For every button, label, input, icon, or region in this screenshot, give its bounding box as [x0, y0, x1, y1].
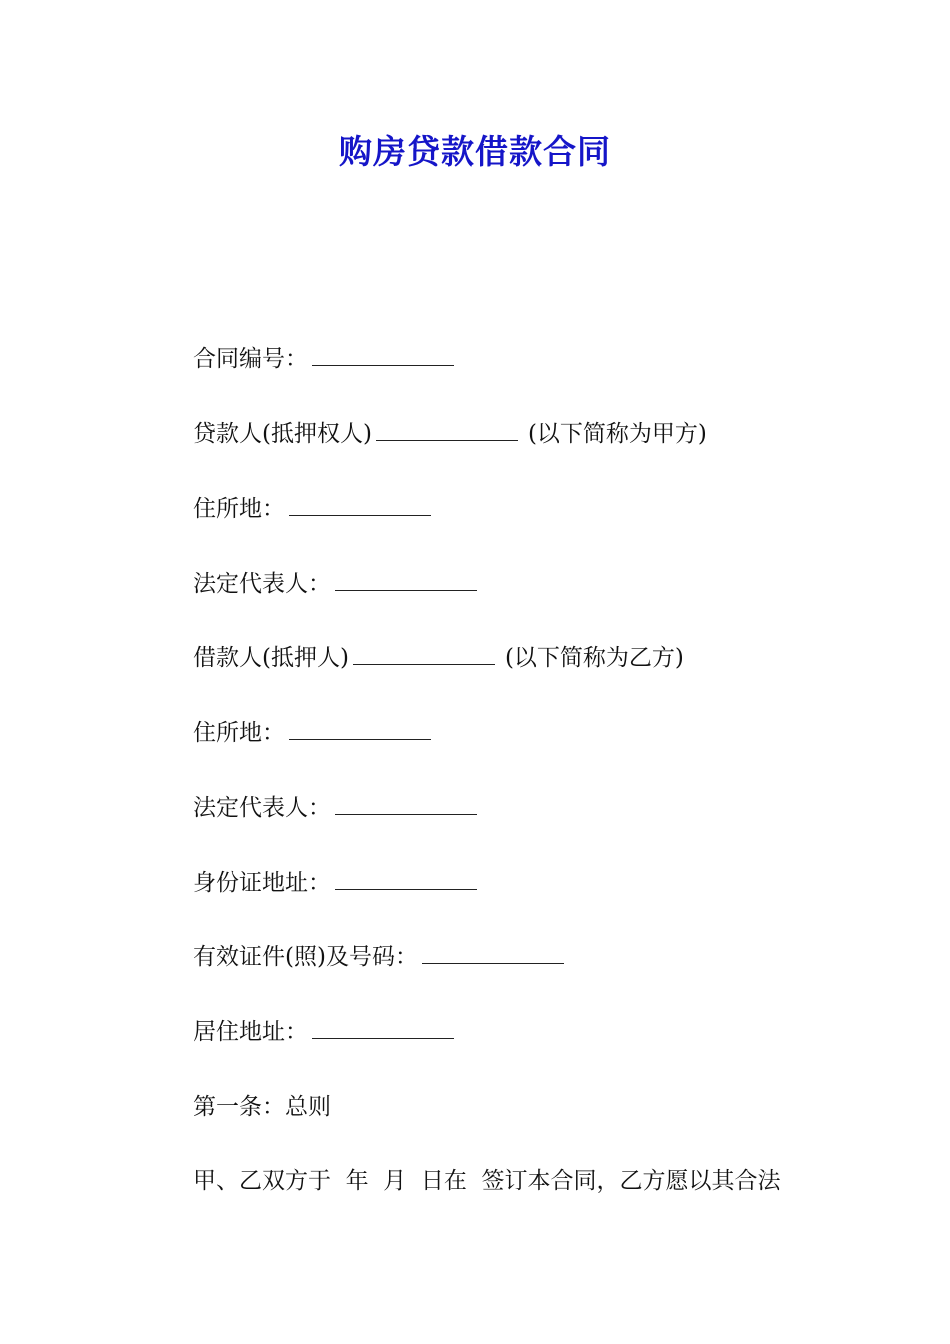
- fill-in-blank: [312, 1016, 454, 1039]
- field-lender-address: [193, 493, 431, 525]
- field-label: 居住地址：: [193, 1019, 308, 1045]
- fill-in-blank: [353, 642, 495, 665]
- field-lender: [193, 418, 707, 450]
- field-label: 贷款人(抵押权人): [193, 421, 372, 447]
- field-borrower: [193, 642, 684, 674]
- field-borrower-address: [193, 717, 431, 749]
- field-label: 住所地：: [193, 496, 285, 522]
- field-label: 法定代表人：: [193, 795, 331, 821]
- body-paragraph: 甲、乙双方于 年 月 日在 签订本合同，乙方愿以其合法: [193, 1168, 781, 1194]
- fill-in-blank: [335, 792, 477, 815]
- field-residence-address: [193, 1016, 454, 1048]
- field-label: 有效证件(照)及号码：: [193, 944, 418, 970]
- field-label: 借款人(抵押人): [193, 645, 349, 671]
- field-id-number: [193, 941, 564, 973]
- field-label: 身份证地址：: [193, 870, 331, 896]
- fill-in-blank: [289, 717, 431, 740]
- field-borrower-representative: [193, 792, 477, 824]
- field-label: 住所地：: [193, 720, 285, 746]
- field-lender-representative: [193, 568, 477, 600]
- field-id-address: [193, 867, 477, 899]
- field-label: 法定代表人：: [193, 571, 331, 597]
- fill-in-blank: [376, 418, 518, 441]
- field-contract-number: [193, 343, 454, 375]
- fill-in-blank: [422, 941, 564, 964]
- fill-in-blank: [289, 493, 431, 516]
- fill-in-blank: [312, 343, 454, 366]
- field-note: (以下简称为甲方): [527, 421, 707, 447]
- fill-in-blank: [335, 867, 477, 890]
- document-title: 购房贷款借款合同: [339, 132, 611, 171]
- field-note: (以下简称为乙方): [504, 645, 684, 671]
- field-label: 合同编号：: [193, 346, 308, 372]
- section-heading: 第一条：总则: [193, 1094, 331, 1120]
- fill-in-blank: [335, 568, 477, 591]
